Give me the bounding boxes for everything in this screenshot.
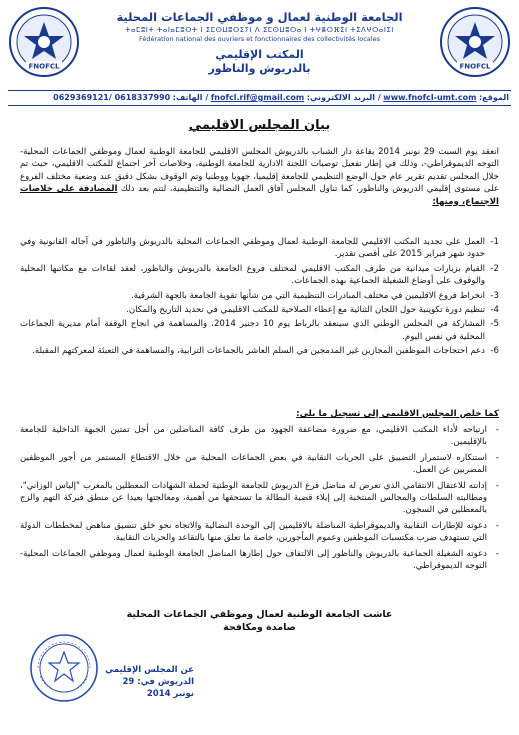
contact-bar: الموقع: www.fnofcl-umt.com / البريد الالكتروني: fnofcl.rif@gmail.com / الهاتف: 0618337990 /0629369121 <box>8 90 511 106</box>
fnofcl-logo-right <box>439 6 511 78</box>
fnofcl-logo-left <box>8 6 80 78</box>
closing-line2: صامدة ومكافحة <box>223 622 296 633</box>
list-item: 4- تنظيم دورة تكوينية حول اللجان الثنائية مع إعطاء الصلاحية للمكتب الاقليمي في تحديد التاريخ والمكان. <box>126 305 499 316</box>
list-item: - إدانته للاعتقال الانتقامي الذي تعرض له مناضل فرع الدريوش للجامعة الوطنية لحملة الشهادات المعطلين بالمغرب "إلياس الوزاني"، ومطالبته السلطات والمجالس المنتخبة إلى إيلاء قضية البطالة ما تستحقها من أهمية، ومعالجتها بعيدا عن منطق فبركة التهم والزج بالمعطلين في السجون. <box>20 480 499 516</box>
closing-line1: عاشت الجامعة الوطنية لعمال وموظفي الجماعات المحلية <box>126 609 393 620</box>
intro-bold: المصادقة على خلاصات الاجتماع، ومنها: <box>20 184 499 207</box>
list-item: - ارتياحه لأداء المكتب الاقليمي، مع ضرورة مضاعفة الجهود من طرف كافة المناضلين من أجل تمتين الجبهة الداخلية للجامعة بالإقليمين. <box>20 425 499 448</box>
official-stamp <box>28 632 100 704</box>
list-item: - استنكاره لاستمرار التضييق على الحريات النقابية في بعض الجماعات المحلية من خلال الاقتطاع المستمر من أجور الموظفين المضربين عن العمل. <box>20 452 499 476</box>
email-label: البريد الالكتروني: <box>306 93 376 102</box>
phone-value: 0618337990 /0629369121 <box>53 93 171 102</box>
org-name-arabic: الجامعة الوطنية لعمال و موظفي الجماعات المحلية <box>116 10 403 24</box>
org-name-french: Fédération national des ouvriers et fonctionnaires des collectivités locales <box>139 35 380 43</box>
document-title: بيان المجلس الاقليمي <box>188 118 331 133</box>
points-list <box>20 424 499 575</box>
svg-text:FNOFCL: FNOFCL <box>459 62 491 71</box>
signoff-line1: عن المجلس الإقليمي <box>105 665 194 675</box>
site-label: الموقع: <box>478 93 509 102</box>
site-link[interactable]: www.fnofcl-umt.com <box>383 93 477 102</box>
intro-paragraph <box>20 146 499 208</box>
svg-text:FNOFCL: FNOFCL <box>28 62 60 71</box>
decisions-list <box>20 236 499 360</box>
list-item: 6- دعم احتجاجات الموظفين المجازين غير المدمجين في السلم العاشر بالجماعات الترابية، والمساهمة في التعبئة لمعركتهم المقبلة. <box>32 346 499 357</box>
list-item: 2- القيام بزيارات ميدانية من طرف المكتب الاقليمي لمختلف فروع الجامعة بالدريوش والناظور، لعقد لقاءات مع مكاتبها المحلية والوقوف على أوضاع الشغيلة الجماعية بهذه الجماعات. <box>20 263 499 287</box>
office-name-line1: المكتب الإقليمي <box>215 48 304 61</box>
signoff <box>104 664 194 700</box>
closing-slogan <box>0 608 519 634</box>
section2-heading: كما خلص المجلس الاقليمي إلى تسجيل ما يلي: <box>296 409 499 419</box>
office-name-line2: بالدريوش والناظور <box>208 62 311 75</box>
phone-label: الهاتف: <box>172 93 203 102</box>
list-item: - دعوته الشغيلة الجماعية بالدريوش والناظور إلى الالتفاف حول إطارها المناضل الجامعة الوطنية لعمال وموظفي الجماعات المحلية-التوجه الديموقراطي. <box>20 548 499 572</box>
intro-text: انعقد يوم السبت 29 نونبر 2014 بقاعة دار الشباب بالدريوش المجلس الاقليمي للجامعة الوطنية لعمال وموظفي الجماعات المحلية- التوجه الديموقراطي-، وذلك في إطار تفعيل توصيات اللجنة الادارية للجامعة الوطنية، وخلاصات آخر اجتماع للمكتب الاقليمي، حيث تم خلال المجلس تقديم تقرير عام حول الوضع التنظيمي للجامعة إقليميا، جهويا ووطنيا وتم الوقوف بشكل دقيق عند وضعية مختلف الفروع على مستوى إقليمي الدريوش والناظور، كما تناول المجلس آفاق العمل النضالية والتنظيمية، لتتم بعد ذلك <box>20 147 499 195</box>
list-item: 3- انخراط فروع الاقليمين في مختلف المبادرات التنظيمية التي من شأنها تقوية الجامعة بالجهة الشرقية. <box>131 290 499 301</box>
org-name-tifinagh: ⵜⴰⵎⵓⵏⵜ ⵜⴰⵏⴰⵎⵓⵔⵜ ⵏ ⵉⵎⵙⵡⵓⵔⵉⵢⵏ ⴷ ⵉⵎⵙⵡⵓⵔⴰ ⵏ ⵜⵖⴻⵔⴼⵉⵏ ⵜⵉⴷⵖⵔⴰⵏⵉⵏ <box>125 26 394 34</box>
email-link[interactable]: fnofcl.rif@gmail.com <box>210 93 305 102</box>
list-item: 1- العمل على تجديد المكتب الاقليمي للجامعة الوطنية لعمال وموظفي الجماعات المحلية بالدريوش والناظور في آجاله القانونية وفي حدود شهر فبراير 2015 على أقصى تقدير. <box>20 237 499 260</box>
letterhead <box>84 10 435 76</box>
signoff-date: الدريوش في: 29 نونبر 2014 <box>122 677 194 699</box>
list-item: 5- المشاركة في المجلس الوطني الذي سينعقد بالرباط يوم 10 دجنبر 2014، والمساهمة في انجاح الوقفة أمام مديرية الجماعات المحلية في نفس اليوم. <box>20 319 499 342</box>
list-item: - دعوته للإطارات النقابية والديموقراطية المناضلة بالاقليمين إلى الوحدة النضالية والاتجاه نحو خلق تنسيق مناهض لمخططات الدولة التي تستهدف ضرب مكتسبات الموظفين وعموم المأجورين، خاصة ما تعلق منها بالتقاعد والحريات النقابية. <box>20 520 499 544</box>
